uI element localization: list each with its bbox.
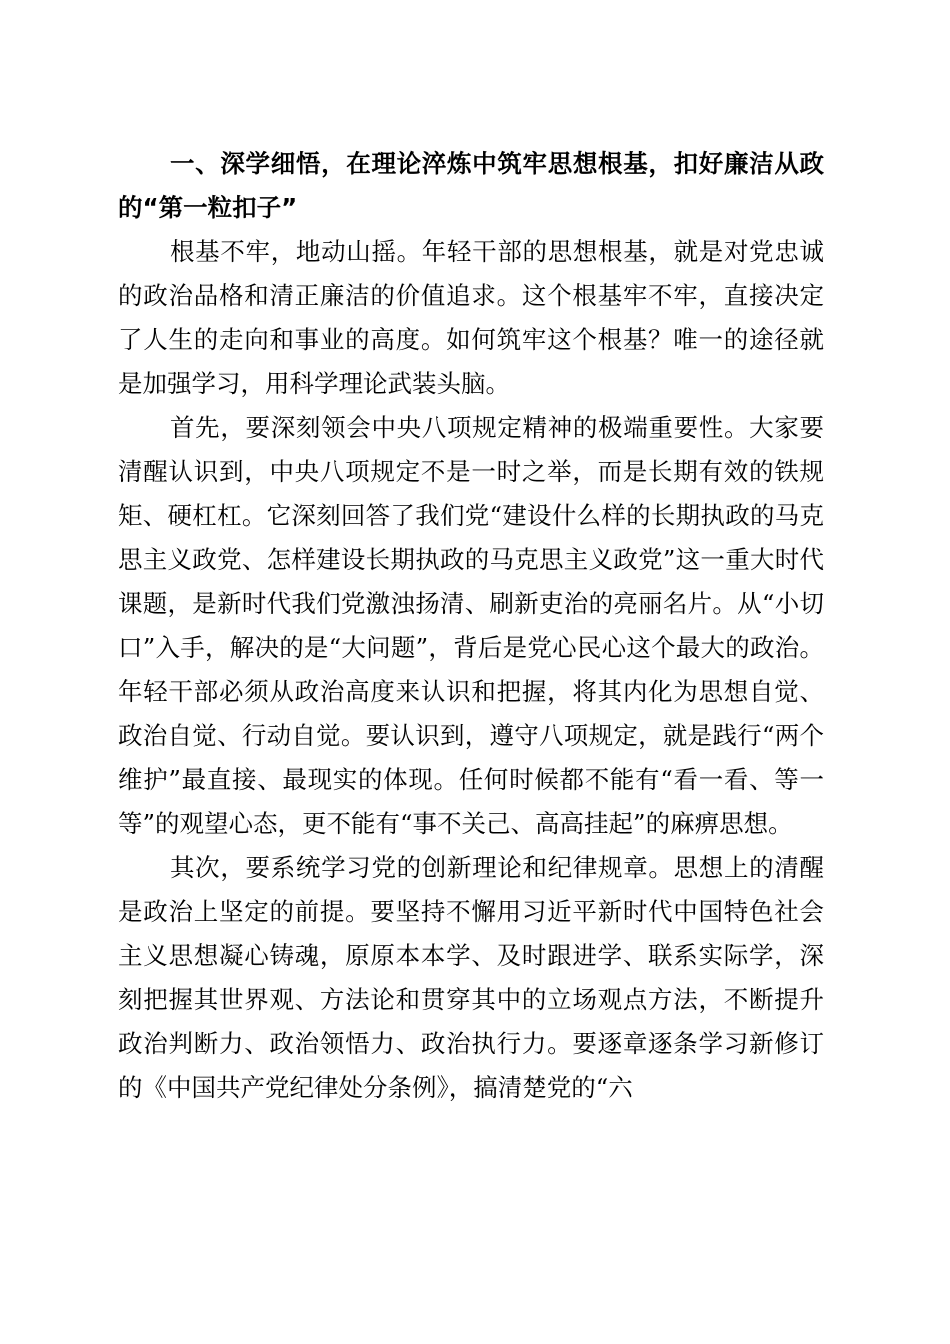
paragraph-foundation: 根基不牢，地动山摇。年轻干部的思想根基，就是对党忠诚的政治品格和清正廉洁的价值追求。这个根基牢不牢，直接决定了人生的走向和事业的高度。如何筑牢这个根基？唯一的途径就是加强学习，用科学理论武装头脑。 xyxy=(118,237,824,398)
paragraph-second: 其次，要系统学习党的创新理论和纪律规章。思想上的清醒是政治上坚定的前提。要坚持不懈用习近平新时代中国特色社会主义思想凝心铸魂，原原本本学、及时跟进学、联系实际学，深刻把握其世界观、方法论和贯穿其中的立场观点方法，不断提升政治判断力、政治领悟力、政治执行力。要逐章逐条学习新修订的《中国共产党纪律处分条例》，搞清楚党的“六 xyxy=(118,853,824,1102)
paragraph-first: 首先，要深刻领会中央八项规定精神的极端重要性。大家要清醒认识到，中央八项规定不是一时之举，而是长期有效的铁规矩、硬杠杠。它深刻回答了我们党“建设什么样的长期执政的马克思主义政党、怎样建设长期执政的马克思主义政党”这一重大时代课题，是新时代我们党激浊扬清、刷新吏治的亮丽名片。从“小切口”入手，解决的是“大问题”，背后是党心民心这个最大的政治。年轻干部必须从政治高度来认识和把握，将其内化为思想自觉、政治自觉、行动自觉。要认识到，遵守八项规定，就是践行“两个维护”最直接、最现实的体现。任何时候都不能有“看一看、等一等”的观望心态，更不能有“事不关己、高高挂起”的麻痹思想。 xyxy=(118,413,824,838)
section-heading: 一、深学细悟，在理论淬炼中筑牢思想根基，扣好廉洁从政的“第一粒扣子” xyxy=(118,149,824,222)
document-body xyxy=(118,142,824,1110)
